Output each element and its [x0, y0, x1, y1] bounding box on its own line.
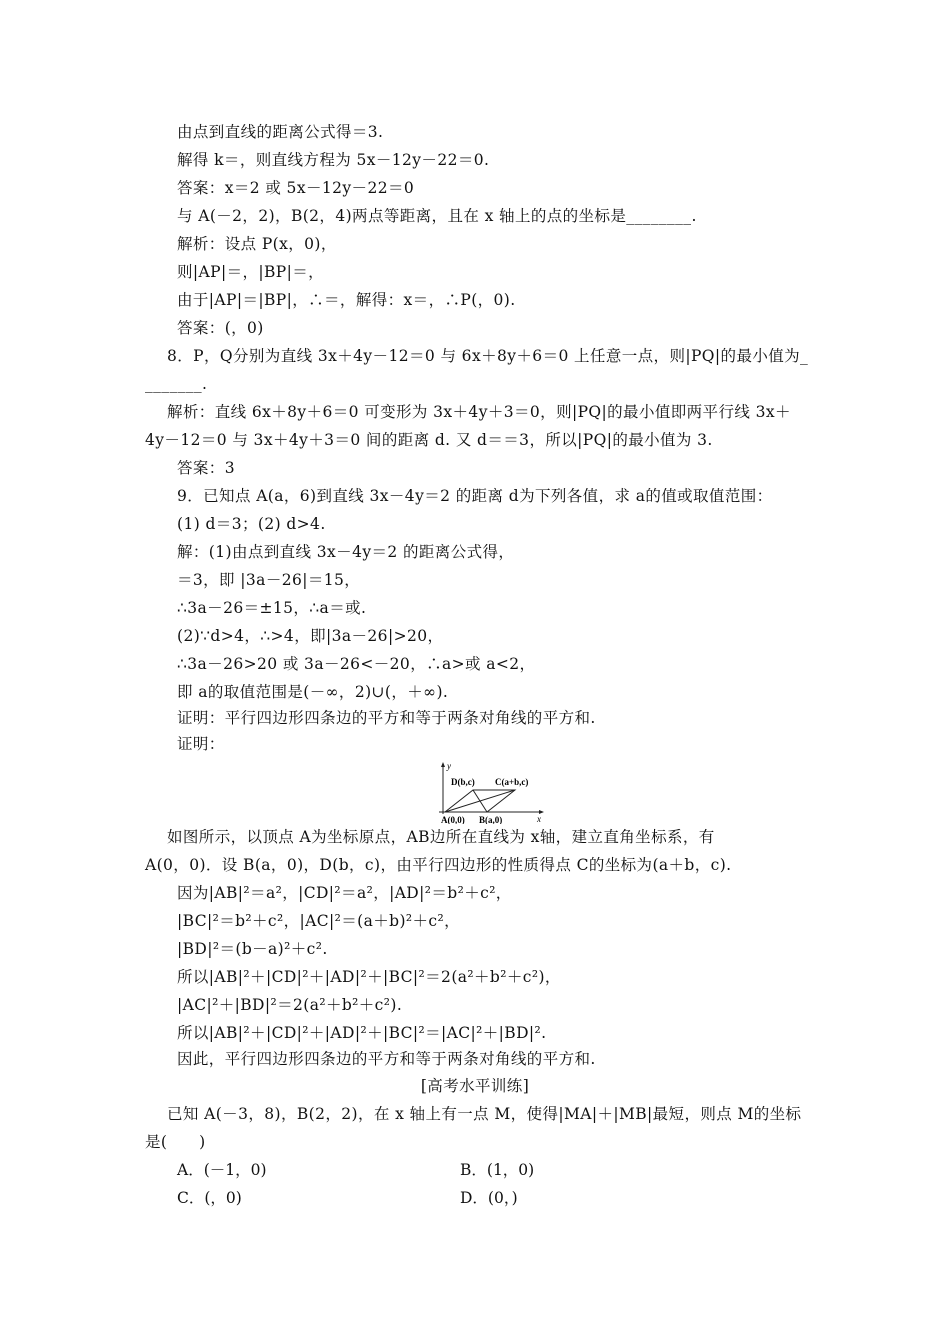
text-line: |BC|²＝b²＋c²，|AC|²＝(a＋b)²＋c²， [177, 912, 461, 930]
text-line: 4y－12＝0 与 3x＋4y＋3＝0 间的距离 d. 又 d＝＝3，所以|PQ|的最小值为 3. [145, 431, 713, 449]
text-line: 解析：设点 P(x，0)， [177, 235, 337, 253]
diagonal-bd [473, 790, 487, 812]
text-line: 解：(1)由点到直线 3x－4y＝2 的距离公式得， [177, 543, 515, 561]
text-line: 所以|AB|²＋|CD|²＋|AD|²＋|BC|²＝|AC|²＋|BD|². [177, 1024, 547, 1042]
y-axis-label: y [447, 761, 451, 771]
option-c: C．(，0) [177, 1189, 242, 1207]
text-line: 即 a的取值范围是(－∞，2)∪(，＋∞). [177, 683, 449, 701]
text-line: 答案：3 [177, 459, 235, 477]
text-line: 证明： [177, 735, 225, 753]
text-line: 已知 A(－3，8)，B(2，2)，在 x 轴上有一点 M，使得|MA|＋|MB|最短，则点 M的坐标 [167, 1105, 802, 1123]
point-a-label: A(0,0) [441, 815, 465, 824]
text-line: 由于|AP|＝|BP|，∴＝，解得：x＝，∴P(，0). [177, 291, 516, 309]
option-d: D．(0，) [460, 1189, 518, 1207]
parallelogram-figure [435, 760, 547, 824]
text-line: |AC|²＋|BD|²＝2(a²＋b²＋c²). [177, 996, 403, 1014]
point-c-label: C(a+b,c) [495, 777, 529, 787]
text-line: 由点到直线的距离公式得＝3. [177, 123, 384, 141]
point-d-label: D(b,c) [451, 777, 475, 787]
text-line: 证明：平行四边形四条边的平方和等于两条对角线的平方和. [177, 709, 596, 727]
text-line: (1) d＝3；(2) d>4. [177, 515, 326, 533]
text-line: 答案：x＝2 或 5x－12y－22＝0 [177, 179, 415, 197]
section-heading: [高考水平训练] [420, 1077, 530, 1095]
y-axis-arrow [441, 762, 445, 767]
text-line: _______. [145, 375, 208, 393]
text-line: A(0，0)．设 B(a，0)，D(b，c)，由平行四边形的性质得点 C的坐标为(a＋b，c). [145, 856, 732, 874]
text-line: 8．P，Q分别为直线 3x＋4y－12＝0 与 6x＋8y＋6＝0 上任意一点，则|PQ|的最小值为_ [167, 347, 809, 365]
text-line: 解得 k＝，则直线方程为 5x－12y－22＝0. [177, 151, 490, 169]
text-line: 如图所示，以顶点 A为坐标原点，AB边所在直线为 x轴，建立直角坐标系，有 [167, 828, 715, 846]
text-line: 因为|AB|²＝a²，|CD|²＝a²，|AD|²＝b²＋c²， [177, 884, 512, 902]
point-b-label: B(a,0) [479, 815, 503, 824]
text-line: 所以|AB|²＋|CD|²＋|AD|²＋|BC|²＝2(a²＋b²＋c²)， [177, 968, 561, 986]
text-line: 解析：直线 6x＋8y＋6＝0 可变形为 3x＋4y＋3＝0，则|PQ|的最小值即两平行线 3x＋ [167, 403, 791, 421]
text-line: 是( ) [145, 1133, 206, 1151]
text-line: 9．已知点 A(a，6)到直线 3x－4y＝2 的距离 d为下列各值，求 a的值或取值范围： [177, 487, 773, 505]
text-line: |BD|²＝(b－a)²＋c². [177, 940, 328, 958]
option-a: A．(－1，0) [177, 1161, 267, 1179]
text-line: ∴3a－26＝±15，∴a＝或. [177, 599, 367, 617]
text-line: ∴3a－26>20 或 3a－26<－20，∴a>或 a<2， [177, 655, 536, 673]
text-line: 则|AP|＝，|BP|＝， [177, 263, 325, 281]
text-line: ＝3，即 |3a－26|＝15， [177, 571, 361, 589]
option-b: B．(1，0) [460, 1161, 535, 1179]
text-line: 答案：(，0) [177, 319, 264, 337]
text-line: 因此，平行四边形四条边的平方和等于两条对角线的平方和. [177, 1050, 596, 1068]
x-axis-label: x [537, 814, 541, 824]
text-line: (2)∵d>4，∴>4，即|3a－26|>20， [177, 627, 444, 645]
text-line: 与 A(－2，2)，B(2，4)两点等距离，且在 x 轴上的点的坐标是________. [177, 207, 697, 225]
